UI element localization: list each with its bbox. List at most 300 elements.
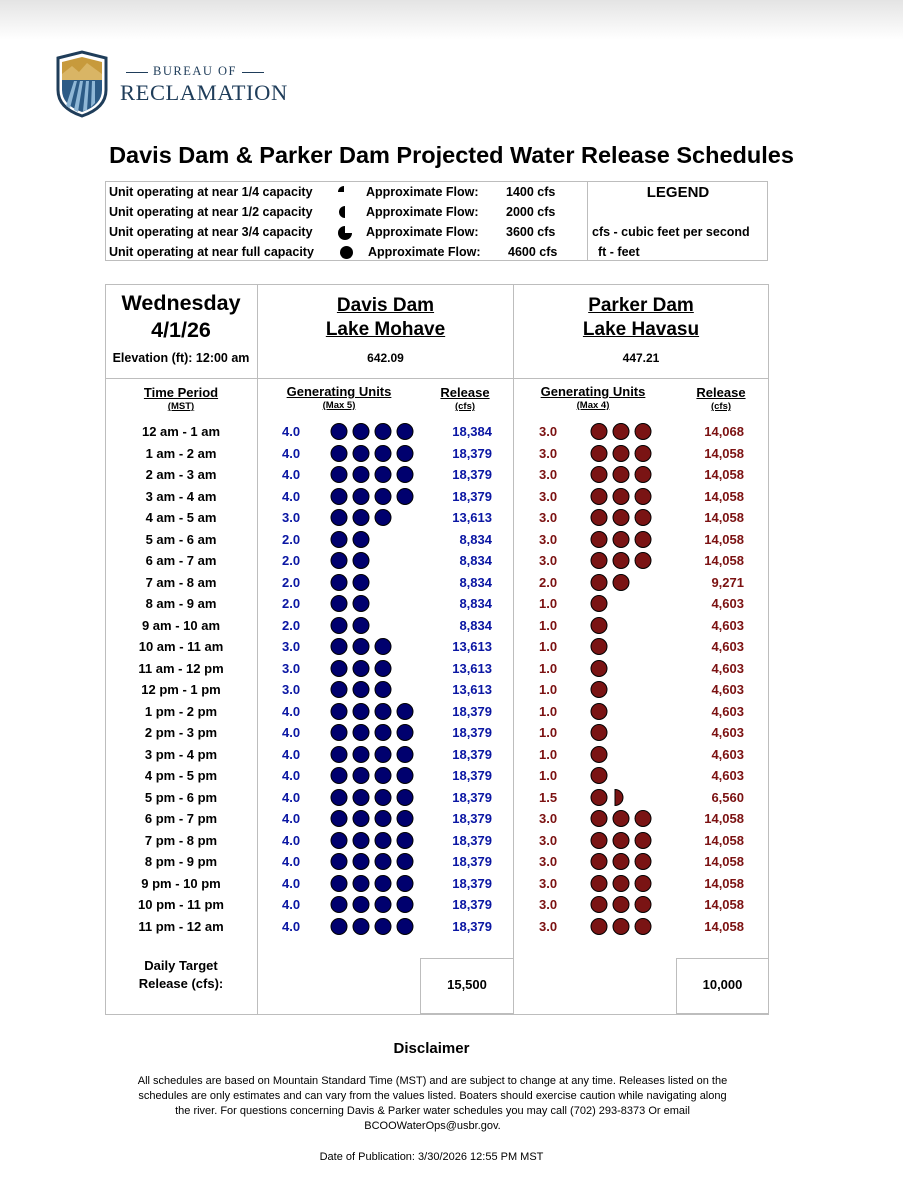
time-period-cell: 4 am - 5 am xyxy=(145,510,217,525)
unit-full-circle-icon xyxy=(635,854,651,870)
parker-unit-dots-icon xyxy=(590,551,656,570)
davis-release-cell: 18,379 xyxy=(452,746,492,762)
parker-release-cell: 4,603 xyxy=(711,639,744,654)
time-period-cell: 8 am - 9 am xyxy=(145,596,217,611)
davis-units-cell: 2.0 xyxy=(282,596,301,611)
unit-full-circle-icon xyxy=(331,789,347,805)
parker-unit-dots-icon xyxy=(590,766,612,785)
davis-release-cell: 18,384 xyxy=(452,424,492,439)
parker-release-cell: 14,068 xyxy=(704,424,744,439)
daily-target-label-line2: Release (cfs): xyxy=(138,976,224,991)
unit-full-circle-icon xyxy=(613,531,629,547)
parker-unit-dots-icon xyxy=(590,917,656,936)
legend-row-label: Unit operating at near 1/2 capacity xyxy=(109,205,313,219)
unit-full-circle-icon xyxy=(331,832,347,848)
davis-unit-dots-icon xyxy=(330,874,418,893)
unit-full-circle-icon xyxy=(613,918,629,934)
time-period-cell: 10 am - 11 am xyxy=(138,639,224,654)
parker-release-cell: 14,058 xyxy=(704,531,744,547)
davis-units-cell: 2.0 xyxy=(282,531,301,547)
unit-full-circle-icon xyxy=(375,703,391,719)
unit-full-circle-icon xyxy=(613,424,629,440)
parker-units-cell: 3.0 xyxy=(539,832,558,848)
davis-units-cell: 2.0 xyxy=(282,553,301,568)
legend-row-full xyxy=(106,242,769,262)
davis-units-cell: 4.0 xyxy=(282,875,301,891)
unit-full-circle-icon xyxy=(591,510,607,526)
unit-full-circle-icon xyxy=(375,811,391,827)
parker-release-cell: 14,058 xyxy=(704,897,744,912)
parker-units-cell: 1.5 xyxy=(539,789,558,805)
parker-unit-dots-icon xyxy=(590,831,656,850)
time-period-cell: 9 pm - 10 pm xyxy=(141,875,221,891)
table-row xyxy=(106,593,768,614)
parker-release-cell: 14,058 xyxy=(704,832,744,848)
unit-full-circle-icon xyxy=(331,746,347,762)
davis-release-cell: 8,834 xyxy=(459,596,492,611)
unit-full-circle-icon xyxy=(331,488,347,504)
davis-release-cell: 18,379 xyxy=(452,789,492,805)
parker-units-cell: 3.0 xyxy=(539,811,558,826)
time-period-cell: 8 pm - 9 pm xyxy=(144,854,218,869)
davis-release-cell: 18,379 xyxy=(452,703,492,719)
unit-full-circle-icon xyxy=(397,789,413,805)
davis-units-cell: 3.0 xyxy=(282,682,301,697)
davis-unit-dots-icon xyxy=(330,508,396,527)
legend-row-label: Unit operating at near full capacity xyxy=(109,245,314,259)
unit-full-circle-icon xyxy=(331,553,347,569)
davis-release-cell: 18,379 xyxy=(452,854,492,869)
parker-units-cell: 1.0 xyxy=(539,639,558,654)
davis-release-cell: 18,379 xyxy=(452,811,492,826)
time-period-cell: 11 am - 12 pm xyxy=(138,660,224,676)
disclaimer-text: All schedules are based on Mountain Standard Time (MST) and are subject to change at any time. Releases listed on the schedules are only estimates and can vary from the values listed. Boaters should exercise caution while navigating along the river. For questions concerning Davis & Parker water schedules you may call (702) 293-8373 Or email BCOOWaterOps@usbr.gov. xyxy=(137,1075,728,1132)
unit-full-circle-icon xyxy=(331,897,347,913)
davis-unit-dots xyxy=(330,594,374,616)
unit-full-circle-icon xyxy=(613,811,629,827)
davis-unit-dots xyxy=(330,530,374,552)
davis-dam-name: Davis Dam xyxy=(336,295,435,316)
parker-unit-dots xyxy=(590,702,612,724)
parker-target-value: 10,000 xyxy=(676,958,769,1014)
davis-unit-dots-icon xyxy=(330,917,418,936)
legend-row-quarter xyxy=(106,182,769,202)
davis-units-sub: (Max 5) xyxy=(322,400,356,411)
davis-unit-dots xyxy=(330,895,418,917)
unit-full-circle-icon xyxy=(591,553,607,569)
unit-full-circle-icon xyxy=(353,682,369,698)
unit-full-circle-icon xyxy=(591,639,607,655)
table-row xyxy=(106,572,768,593)
unit-full-circle-icon xyxy=(591,918,607,934)
davis-release-sub: (cfs) xyxy=(454,401,476,412)
unit-full-circle-icon xyxy=(591,897,607,913)
davis-unit-dots xyxy=(330,616,374,638)
unit-full-circle-icon xyxy=(353,875,369,891)
parker-release-cell: 14,058 xyxy=(704,918,744,934)
agency-top-text: BUREAU OF xyxy=(153,64,237,78)
parker-units-cell: 3.0 xyxy=(539,918,558,934)
parker-unit-dots xyxy=(590,745,612,767)
davis-units-cell: 4.0 xyxy=(282,467,301,482)
davis-unit-dots xyxy=(330,874,418,896)
unit-full-circle-icon xyxy=(353,854,369,870)
davis-release-cell: 18,379 xyxy=(452,832,492,848)
unit-full-circle-icon xyxy=(353,445,369,461)
unit-full-circle-icon xyxy=(331,682,347,698)
table-row xyxy=(106,851,768,872)
unit-full-circle-icon xyxy=(397,746,413,762)
publication-date: Date of Publication: 3/30/2026 12:55 PM MST xyxy=(319,1151,544,1163)
unit-full-circle-icon xyxy=(353,531,369,547)
legend-note-ft: ft - feet xyxy=(598,245,640,259)
unit-full-circle-icon xyxy=(591,445,607,461)
davis-unit-dots xyxy=(330,917,418,939)
davis-units-cell: 4.0 xyxy=(282,918,301,934)
unit-full-circle-icon xyxy=(397,725,413,741)
unit-full-circle-icon xyxy=(613,467,629,483)
parker-unit-dots xyxy=(590,508,656,530)
unit-full-circle-icon xyxy=(375,639,391,655)
davis-units-cell: 4.0 xyxy=(282,768,301,783)
unit-full-circle-icon xyxy=(353,424,369,440)
unit-full-circle-icon xyxy=(613,832,629,848)
parker-release-cell: 4,603 xyxy=(711,703,744,719)
davis-units-cell: 4.0 xyxy=(282,789,301,805)
unit-full-circle-icon xyxy=(591,832,607,848)
unit-full-circle-icon xyxy=(591,488,607,504)
legend-note-cfs: cfs - cubic feet per second xyxy=(592,225,750,239)
davis-unit-dots-icon xyxy=(330,809,418,828)
unit-full-circle-icon xyxy=(375,725,391,741)
legend-flow-value: 3600 cfs xyxy=(506,225,556,239)
davis-units-cell: 4.0 xyxy=(282,488,301,504)
davis-unit-dots xyxy=(330,680,396,702)
quarter-circle-icon xyxy=(338,186,350,198)
davis-release-cell: 18,379 xyxy=(452,467,492,482)
unit-full-circle-icon xyxy=(635,875,651,891)
davis-unit-dots xyxy=(330,551,374,573)
unit-full-circle-icon xyxy=(353,488,369,504)
time-period-cell: 11 pm - 12 am xyxy=(138,918,224,934)
davis-unit-dots-icon xyxy=(330,551,374,570)
davis-release-cell: 18,379 xyxy=(452,445,492,461)
parker-unit-dots xyxy=(590,895,656,917)
unit-full-circle-icon xyxy=(353,703,369,719)
time-period-cell: 5 pm - 6 pm xyxy=(144,789,218,805)
parker-units-cell: 3.0 xyxy=(539,553,558,568)
legend-box xyxy=(105,181,768,261)
davis-units-cell: 4.0 xyxy=(282,445,301,461)
davis-units-cell: 3.0 xyxy=(282,510,301,525)
unit-full-circle-icon xyxy=(375,445,391,461)
unit-full-circle-icon xyxy=(613,854,629,870)
unit-full-circle-icon xyxy=(397,488,413,504)
parker-unit-dots-icon xyxy=(590,530,656,549)
legend-flow-value: 4600 cfs xyxy=(508,245,558,259)
unit-full-circle-icon xyxy=(331,660,347,676)
davis-elevation: 642.09 xyxy=(367,351,404,365)
time-period-cell: 1 am - 2 am xyxy=(145,445,217,461)
table-row xyxy=(106,916,768,937)
schedule-day: Wednesday xyxy=(121,291,241,315)
table-row xyxy=(106,636,768,657)
parker-units-cell: 1.0 xyxy=(539,660,558,676)
parker-unit-dots-icon xyxy=(590,745,612,764)
unit-full-circle-icon xyxy=(331,703,347,719)
parker-unit-dots-icon xyxy=(590,680,612,699)
unit-full-circle-icon xyxy=(591,875,607,891)
unit-full-circle-icon xyxy=(397,768,413,784)
legend-row-label: Unit operating at near 3/4 capacity xyxy=(109,225,313,239)
unit-full-circle-icon xyxy=(353,746,369,762)
table-row xyxy=(106,830,768,851)
davis-unit-dots xyxy=(330,659,396,681)
time-period-cell: 7 pm - 8 pm xyxy=(144,832,218,848)
davis-unit-dots-icon xyxy=(330,766,418,785)
parker-unit-dots xyxy=(590,616,612,638)
davis-unit-dots xyxy=(330,723,418,745)
davis-units-cell: 2.0 xyxy=(282,617,301,633)
unit-full-circle-icon xyxy=(635,897,651,913)
unit-full-circle-icon xyxy=(375,424,391,440)
davis-units-cell: 4.0 xyxy=(282,703,301,719)
legend-flow-label: Approximate Flow: xyxy=(368,245,481,259)
davis-release-cell: 13,613 xyxy=(452,639,492,654)
legend-title: LEGEND xyxy=(646,184,710,201)
unit-full-circle-icon xyxy=(397,424,413,440)
unit-full-circle-icon xyxy=(353,832,369,848)
unit-full-circle-icon xyxy=(635,445,651,461)
parker-unit-dots xyxy=(590,680,612,702)
legend-row-three-quarter xyxy=(106,222,769,242)
unit-full-circle-icon xyxy=(331,617,347,633)
parker-unit-dots-icon xyxy=(590,444,656,463)
unit-full-circle-icon xyxy=(353,596,369,612)
parker-release-header: Release xyxy=(696,385,746,400)
time-period-cell: 5 am - 6 am xyxy=(145,531,217,547)
time-period-cell: 9 am - 10 am xyxy=(141,617,221,633)
unit-full-circle-icon xyxy=(353,574,369,590)
page-top-shadow xyxy=(0,0,903,40)
davis-unit-dots-icon xyxy=(330,465,418,484)
unit-full-circle-icon xyxy=(635,424,651,440)
parker-units-cell: 3.0 xyxy=(539,488,558,504)
time-period-cell: 2 am - 3 am xyxy=(145,467,217,482)
legend-flow-value: 1400 cfs xyxy=(506,185,556,199)
davis-unit-dots xyxy=(330,465,418,487)
table-row xyxy=(106,529,768,550)
unit-full-circle-icon xyxy=(591,617,607,633)
unit-full-circle-icon xyxy=(331,531,347,547)
unit-full-circle-icon xyxy=(331,854,347,870)
unit-full-circle-icon xyxy=(591,574,607,590)
parker-release-cell: 4,603 xyxy=(711,660,744,676)
davis-unit-dots-icon xyxy=(330,852,418,871)
elevation-label: Elevation (ft): 12:00 am xyxy=(112,351,250,365)
parker-unit-dots xyxy=(590,788,634,810)
unit-full-circle-icon xyxy=(331,445,347,461)
parker-release-cell: 14,058 xyxy=(704,553,744,568)
parker-unit-dots-icon xyxy=(590,723,612,742)
unit-full-circle-icon xyxy=(591,660,607,676)
parker-unit-dots xyxy=(590,573,634,595)
unit-full-circle-icon xyxy=(375,488,391,504)
davis-unit-dots xyxy=(330,766,418,788)
unit-full-circle-icon xyxy=(375,854,391,870)
unit-full-circle-icon xyxy=(375,768,391,784)
legend-row-label: Unit operating at near 1/4 capacity xyxy=(109,185,313,199)
unit-full-circle-icon xyxy=(375,660,391,676)
unit-full-circle-icon xyxy=(397,445,413,461)
parker-release-cell: 14,058 xyxy=(704,875,744,891)
parker-units-cell: 3.0 xyxy=(539,531,558,547)
daily-target-label-line1: Daily Target xyxy=(144,958,218,973)
unit-full-circle-icon xyxy=(375,897,391,913)
parker-release-cell: 14,058 xyxy=(704,510,744,525)
davis-unit-dots xyxy=(330,809,418,831)
legend-flow-label: Approximate Flow: xyxy=(366,225,479,239)
davis-units-cell: 4.0 xyxy=(282,424,301,439)
davis-unit-dots-icon xyxy=(330,680,396,699)
parker-unit-dots xyxy=(590,530,656,552)
parker-release-sub: (cfs) xyxy=(710,401,732,412)
table-row xyxy=(106,486,768,507)
table-row xyxy=(106,507,768,528)
time-period-cell: 2 pm - 3 pm xyxy=(144,725,218,740)
time-period-cell: 6 am - 7 am xyxy=(145,553,217,568)
time-period-cell: 12 am - 1 am xyxy=(141,424,221,439)
unit-full-circle-icon xyxy=(353,617,369,633)
davis-target-value: 15,500 xyxy=(420,958,514,1014)
davis-release-cell: 13,613 xyxy=(452,510,492,525)
unit-full-circle-icon xyxy=(331,596,347,612)
davis-release-cell: 8,834 xyxy=(459,617,492,633)
davis-release-header: Release xyxy=(440,385,490,400)
schedule-date: 4/1/26 xyxy=(151,318,211,342)
parker-unit-dots xyxy=(590,637,612,659)
unit-full-circle-icon xyxy=(375,875,391,891)
davis-unit-dots xyxy=(330,788,418,810)
davis-unit-dots-icon xyxy=(330,788,418,807)
davis-unit-dots-icon xyxy=(330,702,418,721)
parker-units-cell: 3.0 xyxy=(539,424,558,439)
unit-full-circle-icon xyxy=(331,510,347,526)
table-row xyxy=(106,615,768,636)
davis-units-cell: 4.0 xyxy=(282,832,301,848)
davis-unit-dots-icon xyxy=(330,594,374,613)
unit-full-circle-icon xyxy=(635,553,651,569)
unit-full-circle-icon xyxy=(353,768,369,784)
davis-release-cell: 18,379 xyxy=(452,918,492,934)
davis-units-cell: 3.0 xyxy=(282,639,301,654)
reclamation-shield-icon xyxy=(52,50,112,118)
parker-unit-dots xyxy=(590,422,656,444)
parker-unit-dots xyxy=(590,831,656,853)
davis-unit-dots-icon xyxy=(330,444,418,463)
davis-unit-dots-icon xyxy=(330,573,374,592)
table-row xyxy=(106,894,768,915)
davis-unit-dots xyxy=(330,573,374,595)
davis-units-header: Generating Units xyxy=(286,384,392,399)
parker-units-cell: 1.0 xyxy=(539,725,558,740)
parker-unit-dots-icon xyxy=(590,616,612,635)
parker-units-cell: 3.0 xyxy=(539,875,558,891)
parker-units-sub: (Max 4) xyxy=(576,400,610,411)
unit-full-circle-icon xyxy=(331,875,347,891)
time-period-cell: 7 am - 8 am xyxy=(145,574,217,590)
unit-full-circle-icon xyxy=(331,768,347,784)
unit-full-circle-icon xyxy=(613,875,629,891)
davis-units-cell: 4.0 xyxy=(282,811,301,826)
parker-units-cell: 3.0 xyxy=(539,510,558,525)
unit-full-circle-icon xyxy=(331,918,347,934)
unit-full-circle-icon xyxy=(613,510,629,526)
parker-units-cell: 1.0 xyxy=(539,682,558,697)
unit-full-circle-icon xyxy=(353,725,369,741)
davis-unit-dots xyxy=(330,702,418,724)
parker-unit-dots xyxy=(590,809,656,831)
parker-release-cell: 14,058 xyxy=(704,811,744,826)
parker-unit-dots-icon xyxy=(590,788,634,807)
davis-release-cell: 18,379 xyxy=(452,768,492,783)
parker-release-cell: 4,603 xyxy=(711,617,744,633)
parker-unit-dots xyxy=(590,659,612,681)
table-row xyxy=(106,808,768,829)
time-period-cell: 6 pm - 7 pm xyxy=(144,811,218,826)
time-period-cell: 12 pm - 1 pm xyxy=(141,682,221,697)
parker-unit-dots-icon xyxy=(590,465,656,484)
unit-full-circle-icon xyxy=(353,660,369,676)
time-period-cell: 4 pm - 5 pm xyxy=(144,768,218,783)
parker-unit-dots xyxy=(590,444,656,466)
davis-unit-dots xyxy=(330,831,418,853)
unit-full-circle-icon xyxy=(375,918,391,934)
parker-units-cell: 1.0 xyxy=(539,596,558,611)
unit-full-circle-icon xyxy=(591,682,607,698)
davis-unit-dots-icon xyxy=(330,616,374,635)
unit-full-circle-icon xyxy=(635,488,651,504)
legend-row-half xyxy=(106,202,769,222)
davis-unit-dots xyxy=(330,487,418,509)
davis-units-cell: 2.0 xyxy=(282,574,301,590)
parker-units-cell: 3.0 xyxy=(539,445,558,461)
davis-unit-dots xyxy=(330,852,418,874)
unit-full-circle-icon xyxy=(331,725,347,741)
parker-units-cell: 1.0 xyxy=(539,617,558,633)
davis-units-cell: 4.0 xyxy=(282,897,301,912)
reclamation-logo xyxy=(52,50,112,118)
davis-unit-dots-icon xyxy=(330,895,418,914)
davis-units-cell: 3.0 xyxy=(282,660,301,676)
unit-full-circle-icon xyxy=(591,811,607,827)
disclaimer-title: Disclaimer xyxy=(393,1040,470,1057)
davis-release-cell: 8,834 xyxy=(459,574,492,590)
davis-release-cell: 18,379 xyxy=(452,875,492,891)
unit-full-circle-icon xyxy=(591,424,607,440)
unit-full-circle-icon xyxy=(591,725,607,741)
davis-unit-dots-icon xyxy=(330,745,418,764)
parker-unit-dots-icon xyxy=(590,422,656,441)
agency-name-top xyxy=(121,64,269,79)
unit-full-circle-icon xyxy=(591,467,607,483)
unit-full-circle-icon xyxy=(613,445,629,461)
unit-full-circle-icon xyxy=(397,897,413,913)
parker-unit-dots xyxy=(590,487,656,509)
table-row xyxy=(106,443,768,464)
half-circle-icon xyxy=(338,206,350,218)
davis-unit-dots xyxy=(330,508,396,530)
